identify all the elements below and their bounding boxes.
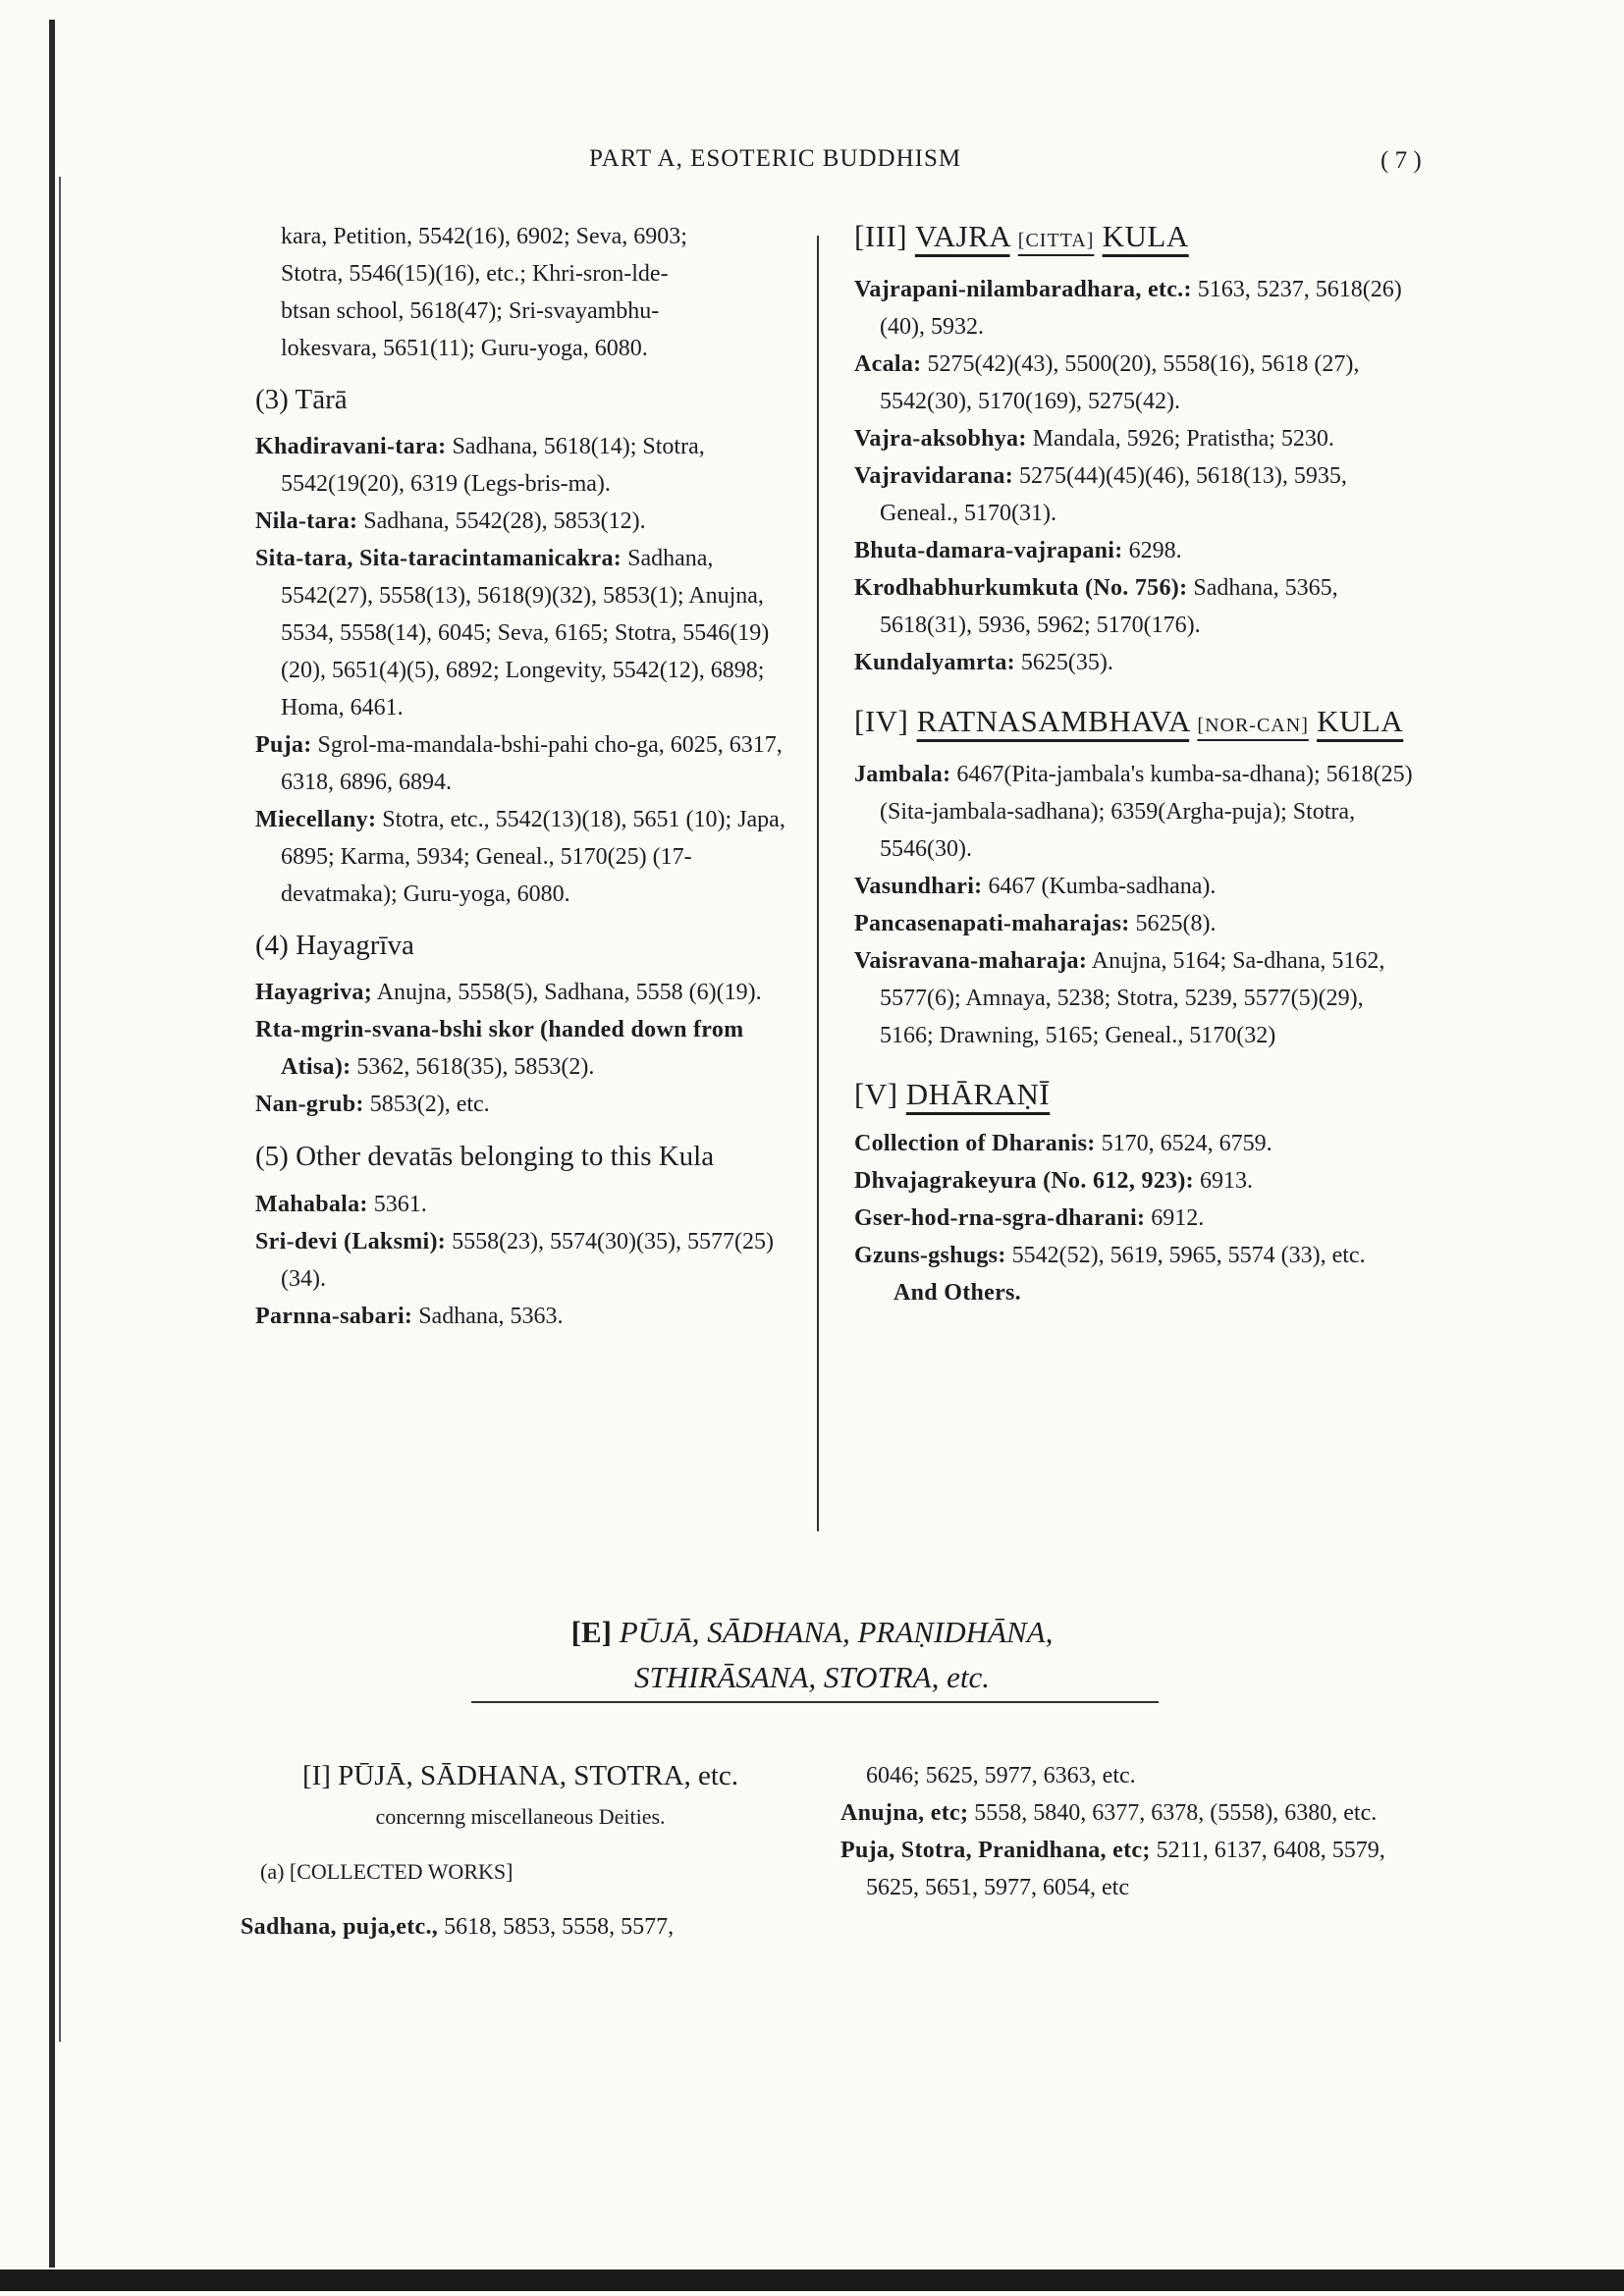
running-header: PART A, ESOTERIC BUDDHISM [589, 145, 962, 172]
entry: And Others. [893, 1280, 1021, 1306]
entry: Jambala: 6467(Pita-jambala's kumba-sa-dhana); 5618(25) (Sita-jambala-sadhana); 6359(Argha-puja); Stotra, 5546(30). [854, 762, 1413, 862]
hayagriva-entries [255, 974, 805, 1123]
entry: Gzuns-gshugs: 5542(52), 5619, 5965, 5574 (33), etc. [854, 1243, 1366, 1268]
column-divider [817, 236, 819, 1531]
entry: Miecellany: Stotra, etc., 5542(13)(18), 5651 (10); Japa, 6895; Karma, 5934; Geneal., 5170(25) (17-devatmaka); Guru-yoga, 6080. [255, 807, 785, 907]
entry: Pancasenapati-maharajas: 5625(8). [854, 911, 1217, 936]
section-heading-tara: (3) Tārā [255, 384, 348, 415]
section-e-rule [471, 1701, 1159, 1703]
entry: Gser-hod-rna-sgra-dharani: 6912. [854, 1205, 1205, 1231]
entry: Kundalyamrta: 5625(35). [854, 650, 1113, 675]
continued-entry: kara, Petition, 5542(16), 6902; Seva, 6903; Stotra, 5546(15)(16), etc.; Khri-sron-lde- btsan school, 5618(47); Sri-svayambhu- lokesvara, 5651(11); Guru-yoga, 6080. [281, 224, 687, 361]
section-heading-ratna: [IV] RATNASAMBHAVA [NOR-CAN] KULA [854, 704, 1404, 738]
entry: Nila-tara: Sadhana, 5542(28), 5853(12). [255, 508, 646, 534]
tara-entries [255, 428, 805, 913]
entry: Hayagriva; Anujna, 5558(5), Sadhana, 5558 (6)(19). [255, 980, 762, 1005]
section-heading-other: (5) Other devatās belonging to this Kula [255, 1141, 715, 1172]
entry: Vajra-aksobhya: Mandala, 5926; Pratistha; 5230. [854, 426, 1334, 452]
section-heading-vajra: [III] VAJRA [CITTA] KULA [854, 219, 1189, 253]
entry: Vajravidarana: 5275(44)(45)(46), 5618(13), 5935, Geneal., 5170(31). [854, 463, 1347, 526]
entry: Vasundhari: 6467 (Kumba-sadhana). [854, 874, 1217, 899]
entry: Vajrapani-nilambaradhara, etc.: 5163, 5237, 5618(26)(40), 5932. [854, 277, 1402, 340]
entry: Dhvajagrakeyura (No. 612, 923): 6913. [854, 1168, 1253, 1194]
bottom-left-column [241, 1757, 800, 1946]
entry: Sita-tara, Sita-taracintamanicakra: Sadhana, 5542(27), 5558(13), 5618(9)(32), 5853(1); Anujna, 5534, 5558(14), 6045; Seva, 6165; Stotra, 5546(19)(20), 5651(4)(5), 6892; Longevity, 5542(12), 6898; Homa, 6461. [255, 546, 770, 721]
other-entries [255, 1186, 805, 1335]
section-heading-dharani: [V] DHĀRAṆĪ [854, 1077, 1051, 1111]
entry: Rta-mgrin-svana-bshi skor (handed down from Atisa): 5362, 5618(35), 5853(2). [255, 1017, 744, 1080]
section-heading-hayagriva: (4) Hayagrīva [255, 930, 414, 961]
subsection-subtitle: concernng miscellaneous Deities. [375, 1804, 666, 1829]
right-column [854, 218, 1414, 1311]
page-number: ( 7 ) [1380, 147, 1422, 174]
entry: Nan-grub: 5853(2), etc. [255, 1092, 490, 1117]
subsection-label: (a) [COLLECTED WORKS] [260, 1859, 514, 1884]
bottom-right-column [840, 1757, 1420, 1906]
entry: Sri-devi (Laksmi): 5558(23), 5574(30)(35), 5577(25)(34). [255, 1229, 774, 1292]
scan-edge-rule [49, 20, 55, 2268]
entry: Mahabala: 5361. [255, 1192, 427, 1217]
entry: Puja: Sgrol-ma-mandala-bshi-pahi cho-ga, 6025, 6317, 6318, 6896, 6894. [255, 732, 783, 795]
entry: Acala: 5275(42)(43), 5500(20), 5558(16), 5618 (27), 5542(30), 5170(169), 5275(42). [854, 351, 1360, 414]
entry: Anujna, etc; 5558, 5840, 6377, 6378, (5558), 6380, etc. [840, 1800, 1378, 1826]
scan-edge-rule-inner [59, 177, 61, 2042]
entry: Krodhabhurkumkuta (No. 756): Sadhana, 5365, 5618(31), 5936, 5962; 5170(176). [854, 575, 1338, 638]
entry: Vaisravana-maharaja: Anujna, 5164; Sa-dhana, 5162, 5577(6); Amnaya, 5238; Stotra, 5239, 5577(5)(29), 5166; Drawning, 5165; Geneal., 5170(32) [854, 948, 1385, 1048]
left-column [255, 218, 805, 1335]
entry: Sadhana, puja,etc., 5618, 5853, 5558, 5577, [241, 1914, 675, 1940]
entry: Khadiravani-tara: Sadhana, 5618(14); Stotra, 5542(19(20), 6319 (Legs-bris-ma). [255, 434, 705, 497]
entry: Bhuta-damara-vajrapani: 6298. [854, 538, 1182, 563]
scan-bottom-rule [0, 2269, 1624, 2291]
section-e-heading: [E] PŪJĀ, SĀDHANA, PRAṆIDHĀNA, STHIRĀSANA, STOTRA, etc. [570, 1615, 1054, 1694]
subsection-heading: [I] PŪJĀ, SĀDHANA, STOTRA, etc. [301, 1760, 739, 1791]
entry: Parnna-sabari: Sadhana, 5363. [255, 1304, 564, 1329]
entry: Collection of Dharanis: 5170, 6524, 6759. [854, 1131, 1272, 1156]
continued-entry: 6046; 5625, 5977, 6363, etc. [866, 1763, 1136, 1789]
entry: Puja, Stotra, Pranidhana, etc; 5211, 6137, 6408, 5579, 5625, 5651, 5977, 6054, etc [840, 1838, 1385, 1900]
